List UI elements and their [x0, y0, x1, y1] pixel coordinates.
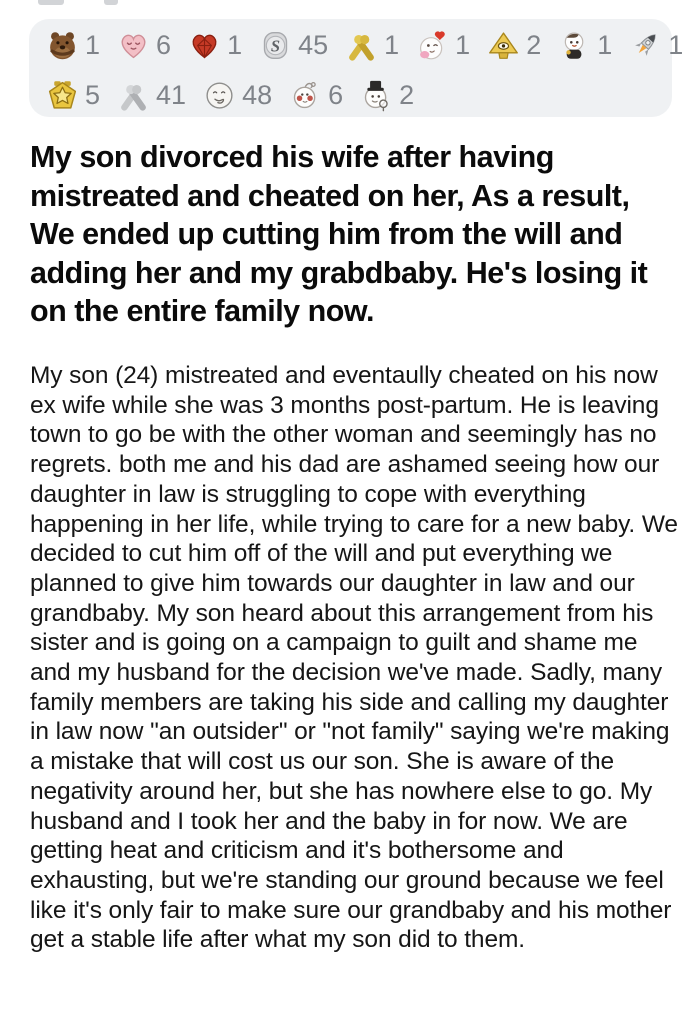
- award-item[interactable]: [345, 29, 399, 62]
- award-item[interactable]: [259, 29, 328, 62]
- award-count: 1: [227, 29, 243, 60]
- rocket-award-icon[interactable]: [629, 29, 662, 62]
- award-item[interactable]: [188, 29, 242, 62]
- award-item[interactable]: [289, 79, 343, 112]
- award-item[interactable]: [46, 29, 100, 62]
- cropped-text-artifact: [0, 0, 700, 6]
- wholesome-heart-award-icon[interactable]: [117, 29, 150, 62]
- cropped-text-fragment: [104, 0, 118, 5]
- award-item[interactable]: [360, 79, 414, 112]
- award-item[interactable]: [117, 29, 171, 62]
- award-count: 1: [455, 29, 471, 60]
- smug-face-award-icon[interactable]: [203, 79, 236, 112]
- award-item[interactable]: [203, 79, 272, 112]
- silver-clasped-hands-award-icon[interactable]: [117, 79, 150, 112]
- award-count: 41: [156, 79, 187, 110]
- award-item[interactable]: [487, 29, 541, 62]
- gold-clasped-hands-award-icon[interactable]: [345, 29, 378, 62]
- post-title: My son divorced his wife after having mistreated and cheated on her, As a result, We ended up cutting him from the will and adding her and my grabdbaby. He's losing it on the entire family now.: [30, 140, 648, 329]
- baby-snoo-award-icon[interactable]: [289, 79, 322, 112]
- award-item[interactable]: [117, 79, 186, 112]
- kiss-heart-snoo-award-icon[interactable]: [416, 29, 449, 62]
- award-item[interactable]: [629, 29, 683, 62]
- award-item[interactable]: [416, 29, 470, 62]
- award-item[interactable]: [558, 29, 612, 62]
- award-count: 2: [526, 29, 542, 60]
- silver-award-icon[interactable]: [259, 29, 292, 62]
- award-count: 1: [668, 29, 684, 60]
- award-count: 1: [85, 29, 101, 60]
- award-count: 45: [298, 29, 329, 60]
- award-count: 5: [85, 79, 101, 110]
- all-seeing-upvote-award-icon[interactable]: [487, 29, 520, 62]
- award-count: 1: [384, 29, 400, 60]
- awards-row-2: [46, 78, 656, 112]
- award-count: 1: [597, 29, 613, 60]
- award-count: 6: [156, 29, 172, 60]
- heart-gem-award-icon[interactable]: [188, 29, 221, 62]
- cropped-text-fragment: [38, 0, 64, 5]
- award-count: 48: [242, 79, 273, 110]
- gold-star-medal-award-icon[interactable]: [46, 79, 79, 112]
- award-count: 6: [328, 79, 344, 110]
- award-count: 2: [399, 79, 415, 110]
- awards-bar[interactable]: [29, 19, 684, 117]
- post-body: My son (24) mistreated and eventaully cheated on his now ex wife while she was 3 months post-partum. He is leaving town to go be with the other woman and seemingly has no regrets. both me and his dad are ashamed seeing how our daughter in law is struggling to cope with everything happening in her life, while trying to care for a new baby. We decided to cut him off of the will and put everything we planned to give him towards our daughter in law and our grandbaby. My son heard about this arrangement from his sister and is going on a campaign to guilt and shame me and my husband for the decision we've made. Sadly, many family members are taking his side and calling my daughter in law now "an outsider" or "not family" saying we're making a mistake that will cost us our son. She is aware of the negativity around her, but she has nowhere else to go. My husband and I took her and the baby in for now. We are getting heat and criticism and it's bothersome and exhausting, but we're standing our ground because we feel like it's only fair to make sure our grandbaby and his mother get a stable life after what my son did to them.: [30, 362, 678, 954]
- hugz-bear-award-icon[interactable]: [46, 29, 79, 62]
- svg-text:S: S: [271, 35, 281, 55]
- award-item[interactable]: [46, 79, 100, 112]
- awards-row-1: [46, 28, 684, 62]
- top-hat-snoo-award-icon[interactable]: [360, 79, 393, 112]
- suited-snoo-award-icon[interactable]: [558, 29, 591, 62]
